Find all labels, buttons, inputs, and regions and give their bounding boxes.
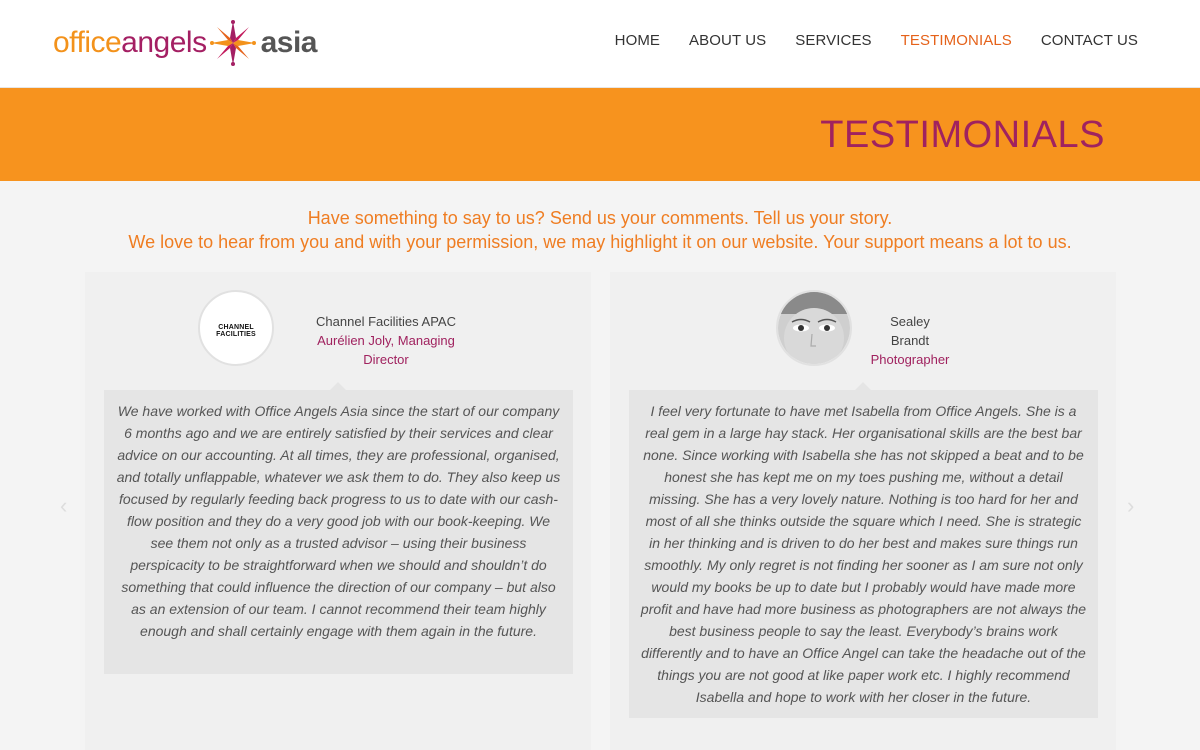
- author-name: Sealey Brandt: [890, 314, 930, 348]
- nav-contact-us[interactable]: CONTACT US: [1040, 32, 1138, 49]
- author-company: Channel Facilities APAC: [316, 314, 456, 329]
- nav-about-us[interactable]: ABOUT US: [689, 32, 767, 49]
- intro-text: [0, 206, 1200, 254]
- nav-services[interactable]: SERVICES: [795, 32, 872, 49]
- page-banner: [0, 88, 1200, 181]
- carousel-prev-icon[interactable]: ‹: [60, 493, 68, 518]
- testimonial-quote: I feel very fortunate to have met Isabella from Office Angels. She is a real gem in a large hay stack. Her organisational skills are the best bar none. Since working with Isabella she has not skipped a beat and to be honest she has kept me on my toes pushing me, without a detail missing. She has a very lovely nature. Nothing is too hard for her and most of all she thinks outside the square which I need. She is strategic in her thinking and is driven to do her best and makes sure things run smoothly. My only regret is not finding her sooner as I am sure not only would my books be up to date but I probably would have made more profit and have had more business as photographers are not always the best business people to say the least. Everybody’s brains work differently and to have an Office Angel can take the headache out of the things you are not good at like paper work etc. I highly recommend Isabella and hope to work with her closer in the future.: [629, 390, 1098, 718]
- page-title: TESTIMONIALS: [820, 114, 1105, 156]
- main-nav: [615, 32, 1138, 49]
- intro-line-2: We love to hear from you and with your permission, we may highlight it on our website. Your support means a lot to us.: [128, 232, 1072, 252]
- testimonial-author: [870, 312, 950, 369]
- testimonial-quote: We have worked with Office Angels Asia since the start of our company 6 months ago and we are entirely satisfied by their services and clear advice on our accounting. At all times, they are professional, organised, and totally unflappable, whatever we ask them to do. They also keep us focused by regularly feeding back progress to us to date with our cash-flow position and they do a very good job with our book-keeping. We see them not only as a trusted advisor – using their business perspicacity to be straightforward when we should and shouldn’t do something that could influence the direction of our company – but also as an extension of our team. I cannot recommend their team highly enough and shall certainly engage with them again in the future.: [104, 390, 573, 674]
- author-role: Aurélien Joly, Managing Director: [317, 333, 455, 367]
- logo-text-asia: asia: [260, 26, 317, 59]
- testimonial-card: [85, 272, 591, 750]
- testimonial-author: [293, 312, 479, 369]
- logo-text-office: office: [53, 26, 122, 59]
- avatar: [776, 290, 852, 366]
- face-photo-icon: [778, 292, 850, 364]
- author-role: Photographer: [870, 352, 950, 367]
- testimonial-card: [610, 272, 1116, 750]
- compass-star-icon: [209, 19, 257, 67]
- logo[interactable]: [53, 18, 317, 68]
- nav-home[interactable]: HOME: [614, 32, 661, 49]
- avatar: [198, 290, 274, 366]
- logo-text-angels: angels: [121, 26, 207, 59]
- avatar-company-logo: CHANNEL FACILITIES: [216, 324, 256, 338]
- site-header: [0, 0, 1200, 88]
- nav-testimonials[interactable]: TESTIMONIALS: [900, 32, 1012, 49]
- carousel-next-icon[interactable]: ›: [1127, 493, 1135, 518]
- intro-line-1: Have something to say to us? Send us your comments. Tell us your story.: [307, 208, 893, 228]
